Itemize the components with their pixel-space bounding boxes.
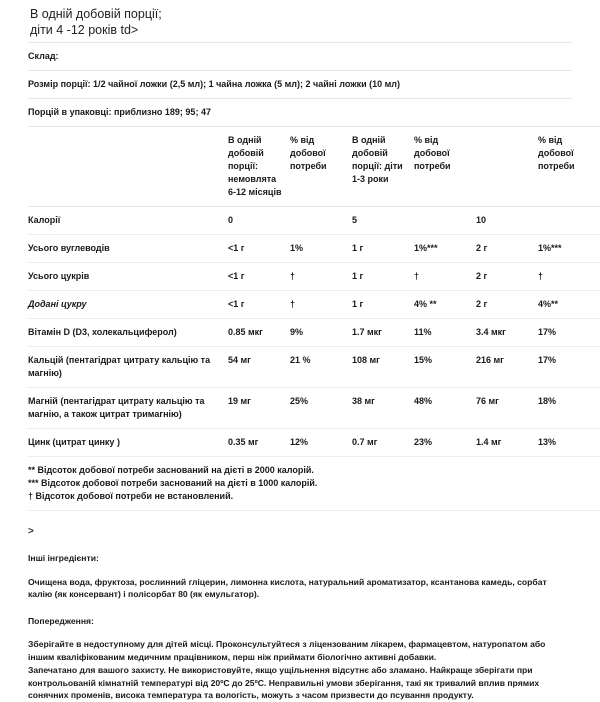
- nutrient-value: 1%: [290, 235, 352, 263]
- nutrient-value: 25%: [290, 388, 352, 429]
- nutrient-value: 17%: [538, 319, 600, 347]
- table-row: [28, 99, 572, 127]
- nutrient-value: 1 г: [352, 235, 414, 263]
- nutrient-value: 4%**: [538, 291, 600, 319]
- nutrient-value: 108 мг: [352, 347, 414, 388]
- warnings-heading: Попередження:: [28, 615, 94, 626]
- nutrient-value: 1 г: [352, 263, 414, 291]
- nutrition-facts-table: [28, 126, 600, 511]
- nutrient-value: [290, 207, 352, 235]
- nutrient-name: Калорії: [28, 207, 228, 235]
- nutrient-name: Магній (пентагідрат цитрату кальцію та магнію, а також цитрат тримагнію): [28, 388, 228, 429]
- nutrient-value: 48%: [414, 388, 476, 429]
- nutrient-value: 1%***: [538, 235, 600, 263]
- nutrient-name: Усього цукрів: [28, 263, 228, 291]
- page-title-line-1: В одній добовій порції;: [30, 7, 162, 21]
- nutrient-value: 38 мг: [352, 388, 414, 429]
- nutrient-value: [414, 207, 476, 235]
- serving-size-label: Розмір порції: 1/2 чайної ложки (2,5 мл); 1 чайна ложка (5 мл); 2 чайні ложки (10 мл): [28, 71, 572, 99]
- footnote-1000-calories: *** Відсоток добової потреби заснований на дієті в 1000 калорій.: [28, 478, 318, 488]
- serving-info-body: [28, 43, 572, 127]
- nutrient-value: 15%: [414, 347, 476, 388]
- column-header-amount-children-1-3: В одній добовій порції: діти 1-3 роки: [352, 127, 414, 207]
- nutrient-value: 216 мг: [476, 347, 538, 388]
- warning-paragraph-1: Зберігайте в недоступному для дітей місці. Проконсультуйтеся з ліцензованим лікарем, фармацевтом, натуропатом або іншим кваліфікованим медичним працівником, перш ніж приймати біологічно активні добавки.: [28, 639, 546, 662]
- composition-label: Склад:: [28, 43, 572, 71]
- nutrient-value: 0.7 мг: [352, 429, 414, 457]
- nutrient-value: †: [290, 263, 352, 291]
- column-header-dv-children-1-3: % від добової потреби: [414, 127, 476, 207]
- nutrient-value: 19 мг: [228, 388, 290, 429]
- other-ingredients-heading: Інші інгредієнти:: [28, 553, 99, 563]
- nutrient-value: 9%: [290, 319, 352, 347]
- page-title-line-2: діти 4 -12 років td>: [30, 23, 139, 37]
- nutrient-value: 54 мг: [228, 347, 290, 388]
- column-header-nutrient: [28, 127, 228, 207]
- table-row: [28, 43, 572, 71]
- nutrient-value: 76 мг: [476, 388, 538, 429]
- stray-markup-artifact: >: [28, 526, 34, 537]
- table-row: [28, 235, 600, 263]
- table-row: [28, 263, 600, 291]
- nutrient-name: Усього вуглеводів: [28, 235, 228, 263]
- footnote-2000-calories: ** Відсоток добової потреби заснований на дієті в 2000 калорій.: [28, 465, 314, 475]
- column-header-amount-infants: В одній добовій порції: немовлята 6-12 місяців: [228, 127, 290, 207]
- nutrient-value: 2 г: [476, 291, 538, 319]
- nutrient-value: 18%: [538, 388, 600, 429]
- other-ingredients-body: [28, 576, 572, 601]
- nutrient-value: †: [538, 263, 600, 291]
- nutrient-name: Цинк (цитрат цинку ): [28, 429, 228, 457]
- page-title: [0, 0, 600, 42]
- nutrient-name: Вітамін D (D3, холекальциферол): [28, 319, 228, 347]
- table-row: [28, 388, 600, 429]
- warning-paragraph-2: Запечатано для вашого захисту. Не використовуйте, якщо ущільнення відсутнє або зламано. Найкраще зберігати при контрольованій кімнатній температурі від 20ºC до 25ºC. Неправильні умови зберігання, такі як тривалий вплив прямих сонячних променів, висока температура та вологість, можуть з часом призвести до псування продукту.: [28, 665, 540, 700]
- nutrient-value: 5: [352, 207, 414, 235]
- table-header-row: [28, 127, 600, 207]
- nutrient-value: 0.85 мкг: [228, 319, 290, 347]
- column-header-dv-children-4-12: % від добової потреби: [538, 127, 600, 207]
- column-header-amount-children-4-12: [476, 127, 538, 207]
- nutrient-value: 11%: [414, 319, 476, 347]
- nutrition-table-body: [28, 207, 600, 511]
- column-header-dv-infants: % від добової потреби: [290, 127, 352, 207]
- nutrient-value: 1.4 мг: [476, 429, 538, 457]
- warnings-section: [28, 615, 572, 628]
- warnings-body: [28, 638, 572, 702]
- nutrient-value: <1 г: [228, 263, 290, 291]
- nutrient-value: [538, 207, 600, 235]
- nutrient-name: Додані цукру: [28, 291, 228, 319]
- nutrient-value: 1 г: [352, 291, 414, 319]
- nutrient-value: 2 г: [476, 235, 538, 263]
- nutrient-value: 12%: [290, 429, 352, 457]
- nutrient-value: †: [414, 263, 476, 291]
- nutrient-value: 23%: [414, 429, 476, 457]
- nutrient-value: 4% **: [414, 291, 476, 319]
- nutrition-table-head: [28, 127, 600, 207]
- nutrient-value: <1 г: [228, 235, 290, 263]
- other-ingredients-text: Очищена вода, фруктоза, рослинний гліцерин, лимонна кислота, натуральний ароматизатор, ксантанова камедь, сорбат калію (як консервант) і полісорбат 80 (як емульгатор).: [28, 576, 547, 599]
- table-row: [28, 207, 600, 235]
- nutrient-value: <1 г: [228, 291, 290, 319]
- nutrient-value: 1%***: [414, 235, 476, 263]
- nutrient-value: 10: [476, 207, 538, 235]
- nutrient-value: 1.7 мкг: [352, 319, 414, 347]
- table-row: [28, 429, 600, 457]
- footnotes-cell: [28, 457, 600, 511]
- servings-per-container-label: Порцій в упаковці: приблизно 189; 95; 47: [28, 99, 572, 127]
- nutrient-value: 2 г: [476, 263, 538, 291]
- footnote-dv-not-established: † Відсоток добової потреби не встановлений.: [28, 491, 234, 501]
- nutrient-value: 17%: [538, 347, 600, 388]
- other-ingredients-section: [28, 552, 572, 565]
- nutrient-value: 3.4 мкг: [476, 319, 538, 347]
- nutrient-value: 13%: [538, 429, 600, 457]
- table-row: [28, 291, 600, 319]
- nutrient-value: †: [290, 291, 352, 319]
- serving-info-table: [28, 42, 572, 126]
- nutrient-value: 21 %: [290, 347, 352, 388]
- table-row: [28, 319, 600, 347]
- footnotes-row: [28, 457, 600, 511]
- nutrient-value: 0.35 мг: [228, 429, 290, 457]
- nutrient-name: Кальцій (пентагідрат цитрату кальцію та магнію): [28, 347, 228, 388]
- table-row: [28, 71, 572, 99]
- nutrient-value: 0: [228, 207, 290, 235]
- table-row: [28, 347, 600, 388]
